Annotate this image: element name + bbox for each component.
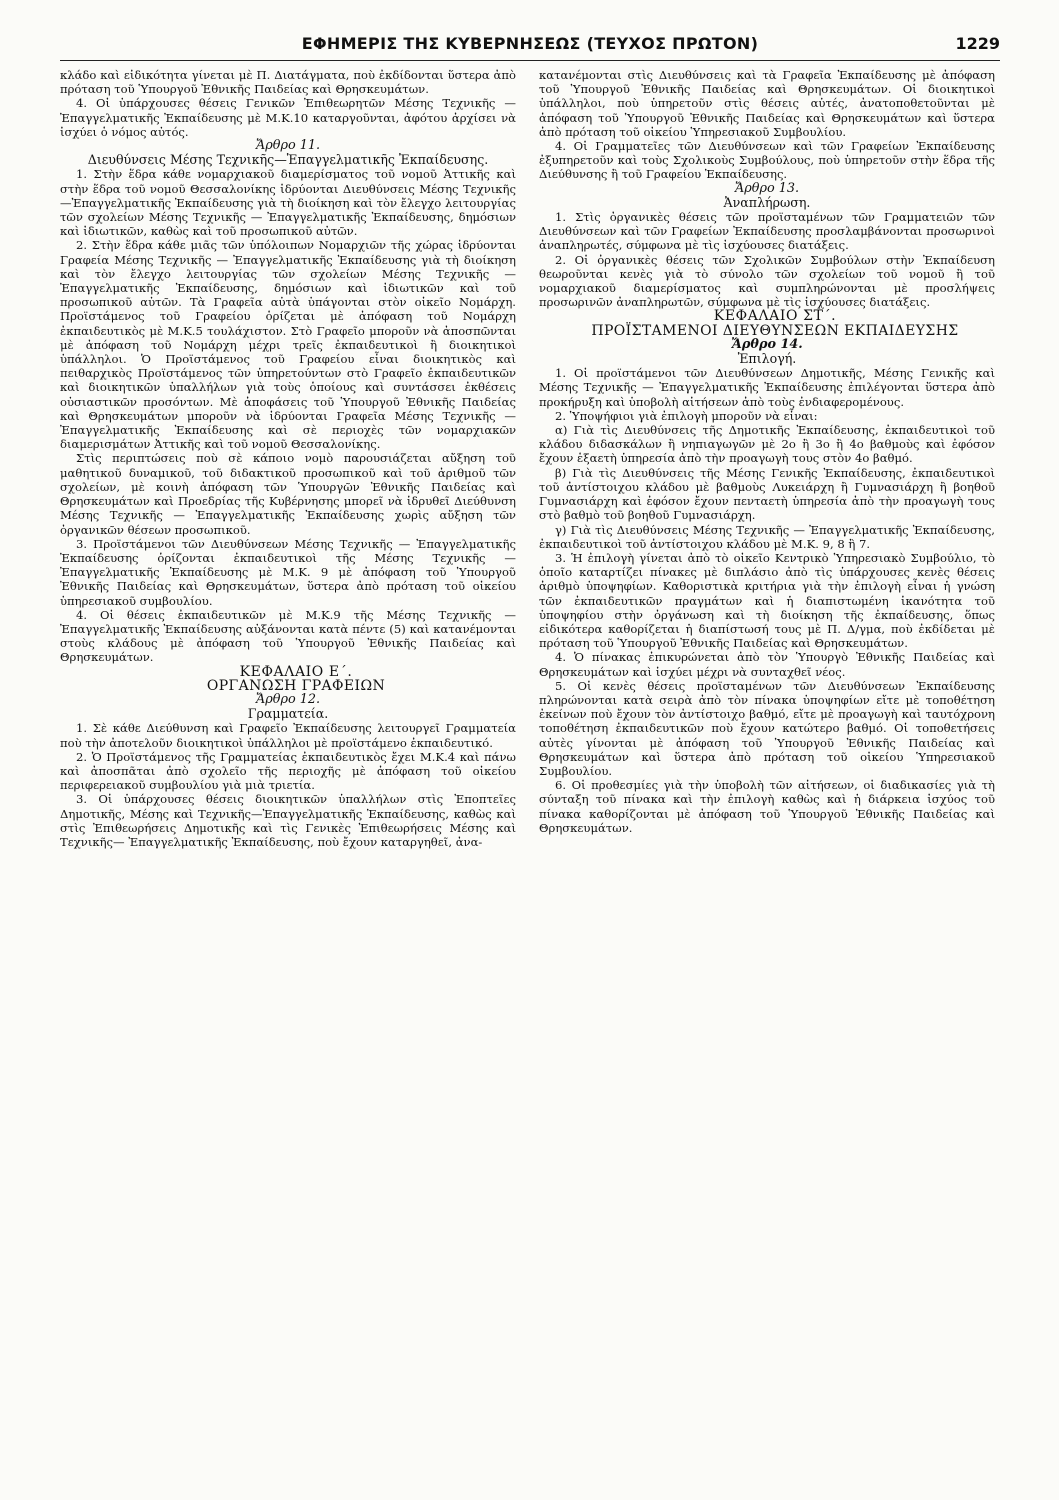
page-number: 1229 xyxy=(955,34,1000,53)
chapter-heading: ΚΕΦΑΛΑΙΟ Ε΄. xyxy=(239,663,353,680)
header-rule xyxy=(60,60,1000,61)
left-column xyxy=(60,68,516,849)
paragraph: 4. Οἱ ὑπάρχουσες θέσεις Γενικῶν Ἐπιθεωρητῶν Μέσης Τεχνικῆς — Ἐπαγγελματικῆς Ἐκπαίδευσης μὲ Μ.Κ.10 καταργοῦνται, ἀφότου ἀρχίσει νὰ ἰσχύει ὁ νόμος αὐτός. xyxy=(60,96,516,139)
paragraph: 3. Ἡ ἐπιλογὴ γίνεται ἀπὸ τὸ οἰκεῖο Κεντρικὸ Ὑπηρεσιακὸ Συμβούλιο, τὸ ὁποῖο καταρτίζει πίνακες μὲ διπλάσιο ἀπὸ τὶς ὑπάρχουσες κενὲς θέσεις ἀριθμὸ ὑποψηφίων. Καθοριστικὰ κριτήρια γιὰ τὴν ἐπιλογὴ εἶναι ἡ γνώση τῶν ἐκπαιδευτικῶν πραγμάτων καὶ ἡ διαπιστωμένη ἱκανότητα τοῦ ὑποψηφίου στὴν ὀργάνωση καὶ τὴ διοίκηση τῆς ἐκπαίδευσης, ὅπως εἰδικότερα καθορίζεται ἡ διαπίστωσή τους μὲ Π. Δ/γμα, ποὺ ἐκδίδεται μὲ πρόταση τοῦ Ὑπουργοῦ Ἐθνικῆς Παιδείας καὶ Θρησκευμάτων. xyxy=(539,550,995,651)
article-heading: Ἄρθρο 13. xyxy=(734,180,800,196)
paragraph: 2. Ὁ Προϊστάμενος τῆς Γραμματείας ἐκπαιδευτικὸς ἔχει Μ.Κ.4 καὶ πάνω καὶ ἀποσπᾶται ἀπὸ σχολεῖο τῆς περιοχῆς μὲ ἀπόφαση τοῦ οἰκείου περιφερειακοῦ συμβουλίου γιὰ μιὰ τριετία. xyxy=(60,749,516,793)
chapter-title: ΠΡΟΪΣΤΑΜΕΝΟΙ ΔΙΕΥΘΥΝΣΕΩΝ ΕΚΠΑΙΔΕΥΣΗΣ xyxy=(591,322,959,339)
paragraph: 4. Οἱ Γραμματεῖες τῶν Διευθύνσεων καὶ τῶν Γραφείων Ἐκπαίδευσης ἐξυπηρετοῦν καὶ τοὺς Σχολικοὺς Συμβούλους, ποὺ ὑπηρετοῦν στὴν ἕδρα τῆς Διεύθυνσης ἢ τοῦ Γραφείου Ἐκπαίδευσης. xyxy=(539,139,995,182)
article-heading: Ἄρθρο 12. xyxy=(255,691,321,707)
article-heading: Ἄρθρο 14. xyxy=(731,336,803,352)
article-title: Διευθύνσεις Μέσης Τεχνικῆς—Ἐπαγγελματικῆς Ἐκπαίδευσης. xyxy=(87,152,489,168)
paragraph: 2. Στὴν ἕδρα κάθε μιᾶς τῶν ὑπόλοιπων Νομαρχιῶν τῆς χώρας ἱδρύονται Γραφεία Μέσης Τεχνικῆς — Ἐπαγγελματικῆς Ἐκπαίδευσης γιὰ τὴ διοίκηση καὶ τὸν ἔλεγχο λειτουργίας τῶν σχολείων Μέσης Τεχνικῆς — Ἐπαγγελματικῆς Ἐκπαίδευσης, δημόσιων καὶ ἰδιωτικῶν καὶ τοῦ προσωπικοῦ αὐτῶν. Τὰ Γραφεῖα αὐτὰ ὑπάγονται στὸν οἰκεῖο Νομάρχη. Προϊστάμενος τοῦ Γραφείου ὁρίζεται μὲ ἀπόφαση τοῦ Νομάρχη ἐκπαιδευτικὸς μὲ Μ.Κ.5 τουλάχιστον. Στὸ Γραφεῖο μποροῦν νὰ ἀποσπῶνται μὲ ἀπόφαση τοῦ Νομάρχη μέχρι τρεῖς ἐκπαιδευτικοὶ ἢ διοικητικοὶ ὑπάλληλοι. Ὁ Προϊστάμενος τοῦ Γραφείου εἶναι διοικητικὸς καὶ πειθαρχικὸς Προϊστάμενος τῶν ὑπηρετούντων στὸ Γραφεῖο ἐκπαιδευτικῶν καὶ διοικητικῶν ὑπαλλήλων γιὰ τοὺς ὁποίους καὶ συντάσσει ἐκθέσεις οὐσιαστικῶν προσόντων. Μὲ ἀποφάσεις τοῦ Ὑπουργοῦ Ἐθνικῆς Παιδείας καὶ Θρησκευμάτων μποροῦν νὰ ἱδρύονται Γραφεῖα Μέσης Τεχνικῆς — Ἐπαγγελματικῆς Ἐκπαίδευσης καὶ σὲ περιοχὲς τῶν νομαρχιακῶν διαμερισμάτων Ἀττικῆς καὶ τοῦ νομοῦ Θεσσαλονίκης. xyxy=(60,238,516,452)
paragraph: 4. Οἱ θέσεις ἐκπαιδευτικῶν μὲ Μ.Κ.9 τῆς Μέσης Τεχνικῆς — Ἐπαγγελματικῆς Ἐκπαίδευσης αὐξάνονται κατὰ πέντε (5) καὶ κατανέμονται στοὺς κλάδους μὲ ἀπόφαση τοῦ Ὑπουργοῦ Ἐθνικῆς Παιδείας καὶ Θρησκευμάτων. xyxy=(60,607,516,665)
paragraph: 2. Ὑποψήφιοι γιὰ ἐπιλογὴ μποροῦν νὰ εἶναι: xyxy=(555,408,818,423)
paragraph: 3. Προϊστάμενοι τῶν Διευθύνσεων Μέσης Τεχνικῆς — Ἐπαγγελματικῆς Ἐκπαίδευσης ὁρίζονται ἐκπαιδευτικοὶ τῆς Μέσης Τεχνικῆς — Ἐπαγγελματικῆς Ἐκπαίδευσης μὲ Μ.Κ. 9 μὲ ἀπόφαση τοῦ Ὑπουργοῦ Ἐθνικῆς Παιδείας καὶ Θρησκευμάτων, ὕστερα ἀπὸ πρόταση τοῦ οἰκείου ὑπηρεσιακοῦ συμβουλίου. xyxy=(60,536,516,608)
page-header xyxy=(60,34,1000,60)
paragraph: 2. Οἱ ὀργανικὲς θέσεις τῶν Σχολικῶν Συμβούλων στὴν Ἐκπαίδευση θεωροῦνται κενὲς γιὰ τὸ σύνολο τῶν σχολείων τοῦ νομοῦ ἢ τοῦ νομαρχιακοῦ διαμερίσματος καὶ συμπληρώνονται μὲ προσλήψεις προσωρινῶν ἀναπληρωτῶν, σύμφωνα μὲ τὶς ἰσχύουσες διατάξεις. xyxy=(539,252,995,310)
paragraph: γ) Γιὰ τὶς Διευθύνσεις Μέσης Τεχνικῆς — Ἐπαγγελματικῆς Ἐκπαίδευσης, ἐκπαιδευτικοὶ τοῦ ἀντίστοιχου κλάδου μὲ Μ.Κ. 9, 8 ἢ 7. xyxy=(539,522,995,551)
paragraph: α) Γιὰ τὶς Διευθύνσεις τῆς Δημοτικῆς Ἐκπαίδευσης, ἐκπαιδευτικοὶ τοῦ κλάδου διδασκάλων ἢ νηπιαγωγῶν μὲ 2ο ἢ 3ο ἢ 4ο βαθμοὺς καὶ ἐφόσον ἔχουν ἑξαετὴ ὑπηρεσία ἀπὸ τὴν προαγωγὴ τους στὸν 4ο βαθμό. xyxy=(539,423,995,466)
paragraph: 1. Στὴν ἕδρα κάθε νομαρχιακοῦ διαμερίσματος τοῦ νομοῦ Ἀττικῆς καὶ στὴν ἕδρα τοῦ νομοῦ Θεσσαλονίκης ἱδρύονται Διευθύνσεις Μέσης Τεχνικῆς—Ἐπαγγελματικῆς Ἐκπαίδευσης γιὰ τὴ διοίκηση καὶ τὸν ἔλεγχο λειτουργίας τῶν σχολείων Μέσης Τεχνικῆς — Ἐπαγγελματικῆς Ἐκπαίδευσης, δημόσιων καὶ ἰδιωτικῶν, καθὼς καὶ τοῦ προσωπικοῦ αὐτῶν. xyxy=(60,167,516,239)
paragraph: 1. Οἱ προϊστάμενοι τῶν Διευθύνσεων Δημοτικῆς, Μέσης Γενικῆς καὶ Μέσης Τεχνικῆς — Ἐπαγγελματικῆς Ἐκπαίδευσης ἐπιλέγονται ὕστερα ἀπὸ προκήρυξη καὶ ὑποβολὴ αἰτήσεων ἀπὸ τοὺς ἐνδιαφερομένους. xyxy=(539,366,995,409)
article-title: Ἀναπλήρωση. xyxy=(723,194,811,210)
paragraph: 4. Ὁ πίνακας ἐπικυρώνεται ἀπὸ τὸν Ὑπουργὸ Ἐθνικῆς Παιδείας καὶ Θρησκευμάτων καὶ ἰσχύει μέχρι νὰ συνταχθεῖ νέος. xyxy=(539,650,995,679)
paragraph: κατανέμονται στὶς Διευθύνσεις καὶ τὰ Γραφεῖα Ἐκπαίδευσης μὲ ἀπόφαση τοῦ Ὑπουργοῦ Ἐθνικῆς Παιδείας καὶ Θρησκευμάτων. Οἱ διοικητικοὶ ὑπάλληλοι, ποὺ ὑπηρετοῦν στὶς θέσεις αὐτές, ἀνατοποθετοῦνται μὲ ἀπόφαση τοῦ Ὑπουργοῦ Ἐθνικῆς Παιδείας καὶ Θρησκευμάτων καὶ ὕστερα ἀπὸ πρόταση τοῦ οἰκείου Ὑπηρεσιακοῦ Συμβουλίου. xyxy=(539,68,995,139)
chapter-title: ΟΡΓΑΝΩΣΗ ΓΡΑΦΕΙΩΝ xyxy=(206,677,386,694)
paragraph: 3. Οἱ ὑπάρχουσες θέσεις διοικητικῶν ὑπαλλήλων στὶς Ἐποπτεῖες Δημοτικῆς, Μέσης καὶ Τεχνικῆς—Ἐπαγγελματικῆς Ἐκπαίδευσης, καθὼς καὶ στὶς Ἐπιθεωρήσεις Δημοτικῆς καὶ τὶς Γενικὲς Ἐπιθεωρήσεις Μέσης καὶ Τεχνικῆς— Ἐπαγγελματικῆς Ἐκπαίδευσης, ποὺ ἔχουν καταργηθεῖ, ἀνα- xyxy=(60,792,516,849)
paragraph: 1. Σὲ κάθε Διεύθυνση καὶ Γραφεῖο Ἐκπαίδευσης λειτουργεῖ Γραμματεία ποὺ τὴν ἀποτελοῦν διοικητικοὶ ὑπάλληλοι μὲ προϊστάμενο ἐκπαιδευτικό. xyxy=(60,721,516,750)
article-title: Ἐπιλογή. xyxy=(737,351,797,367)
chapter-heading: ΚΕΦΑΛΑΙΟ ΣΤ΄. xyxy=(713,308,837,325)
paragraph: κλάδο καὶ εἰδικότητα γίνεται μὲ Π. Διατάγματα, ποὺ ἐκδίδονται ὕστερα ἀπὸ πρόταση τοῦ Ὑπουργοῦ Ἐθνικῆς Παιδείας καὶ Θρησκευμάτων. xyxy=(60,68,516,97)
right-column xyxy=(539,68,995,835)
paragraph: Στὶς περιπτώσεις ποὺ σὲ κάποιο νομὸ παρουσιάζεται αὔξηση τοῦ μαθητικοῦ δυναμικοῦ, τοῦ διδακτικοῦ προσωπικοῦ καὶ τοῦ ἀριθμοῦ τῶν σχολείων, μὲ κοινὴ ἀπόφαση τῶν Ὑπουργῶν Ἐθνικῆς Παιδείας καὶ Θρησκευμάτων καὶ Προεδρίας τῆς Κυβέρνησης μπορεῖ νὰ ἱδρυθεῖ Διεύθυνση Μέσης Τεχνικῆς — Ἐπαγγελματικῆς Ἐκπαίδευσης χωρὶς αὔξηση τῶν ὀργανικῶν θέσεων προσωπικοῦ. xyxy=(60,451,516,537)
paragraph: 1. Στὶς ὀργανικὲς θέσεις τῶν προϊσταμένων τῶν Γραμματειῶν τῶν Διευθύνσεων καὶ τῶν Γραφείων Ἐκπαίδευσης προσλαμβάνονται προσωρινοὶ ἀναπληρωτές, σύμφωνα μὲ τὶς ἰσχύουσες διατάξεις. xyxy=(539,210,995,253)
article-title: Γραμματεία. xyxy=(247,706,329,722)
paragraph: 6. Οἱ προθεσμίες γιὰ τὴν ὑποβολὴ τῶν αἰτήσεων, οἱ διαδικασίες γιὰ τὴ σύνταξη τοῦ πίνακα καὶ τὴν ἐπιλογὴ καθὼς καὶ ἡ διάρκεια ἰσχύος τοῦ πίνακα καθορίζονται μὲ ἀπόφαση τοῦ Ὑπουργοῦ Ἐθνικῆς Παιδείας καὶ Θρησκευμάτων. xyxy=(539,778,995,835)
article-heading: Ἄρθρο 11. xyxy=(255,138,321,154)
paragraph: β) Γιὰ τὶς Διευθύνσεις τῆς Μέσης Γενικῆς Ἐκπαίδευσης, ἐκπαιδευτικοὶ τοῦ ἀντίστοιχου κλάδου μὲ βαθμοὺς Λυκειάρχη ἢ Γυμνασιάρχη ἢ βοηθοῦ Γυμνασιάρχη καὶ ἐφόσον ἔχουν πενταετὴ ὑπηρεσία ἀπὸ τὴν προαγωγὴ τους στὸ βαθμὸ τοῦ βοηθοῦ Γυμνασιάρχη. xyxy=(539,465,995,523)
gazette-title: ΕΦΗΜΕΡΙΣ ΤΗΣ ΚΥΒΕΡΝΗΣΕΩΣ (ΤΕΥΧΟΣ ΠΡΩΤΟΝ) xyxy=(301,34,759,53)
paragraph: 5. Οἱ κενὲς θέσεις προϊσταμένων τῶν Διευθύνσεων Ἐκπαίδευσης πληρώνονται κατὰ σειρὰ ἀπὸ τὸν πίνακα ὑποψηφίων εἴτε μὲ τοποθέτηση ἐκείνων ποὺ ἔχουν τὸν ἀντίστοιχο βαθμό, εἴτε μὲ προαγωγὴ καὶ ταυτόχρονη τοποθέτηση ἐκπαιδευτικῶν ποὺ ἔχουν κατώτερο βαθμό. Οἱ τοποθετήσεις αὐτὲς γίνονται μὲ ἀπόφαση τοῦ Ὑπουργοῦ Ἐθνικῆς Παιδείας καὶ Θρησκευμάτων καὶ ὕστερα ἀπὸ πρόταση τοῦ οἰκείου Ὑπηρεσιακοῦ Συμβουλίου. xyxy=(539,678,995,778)
